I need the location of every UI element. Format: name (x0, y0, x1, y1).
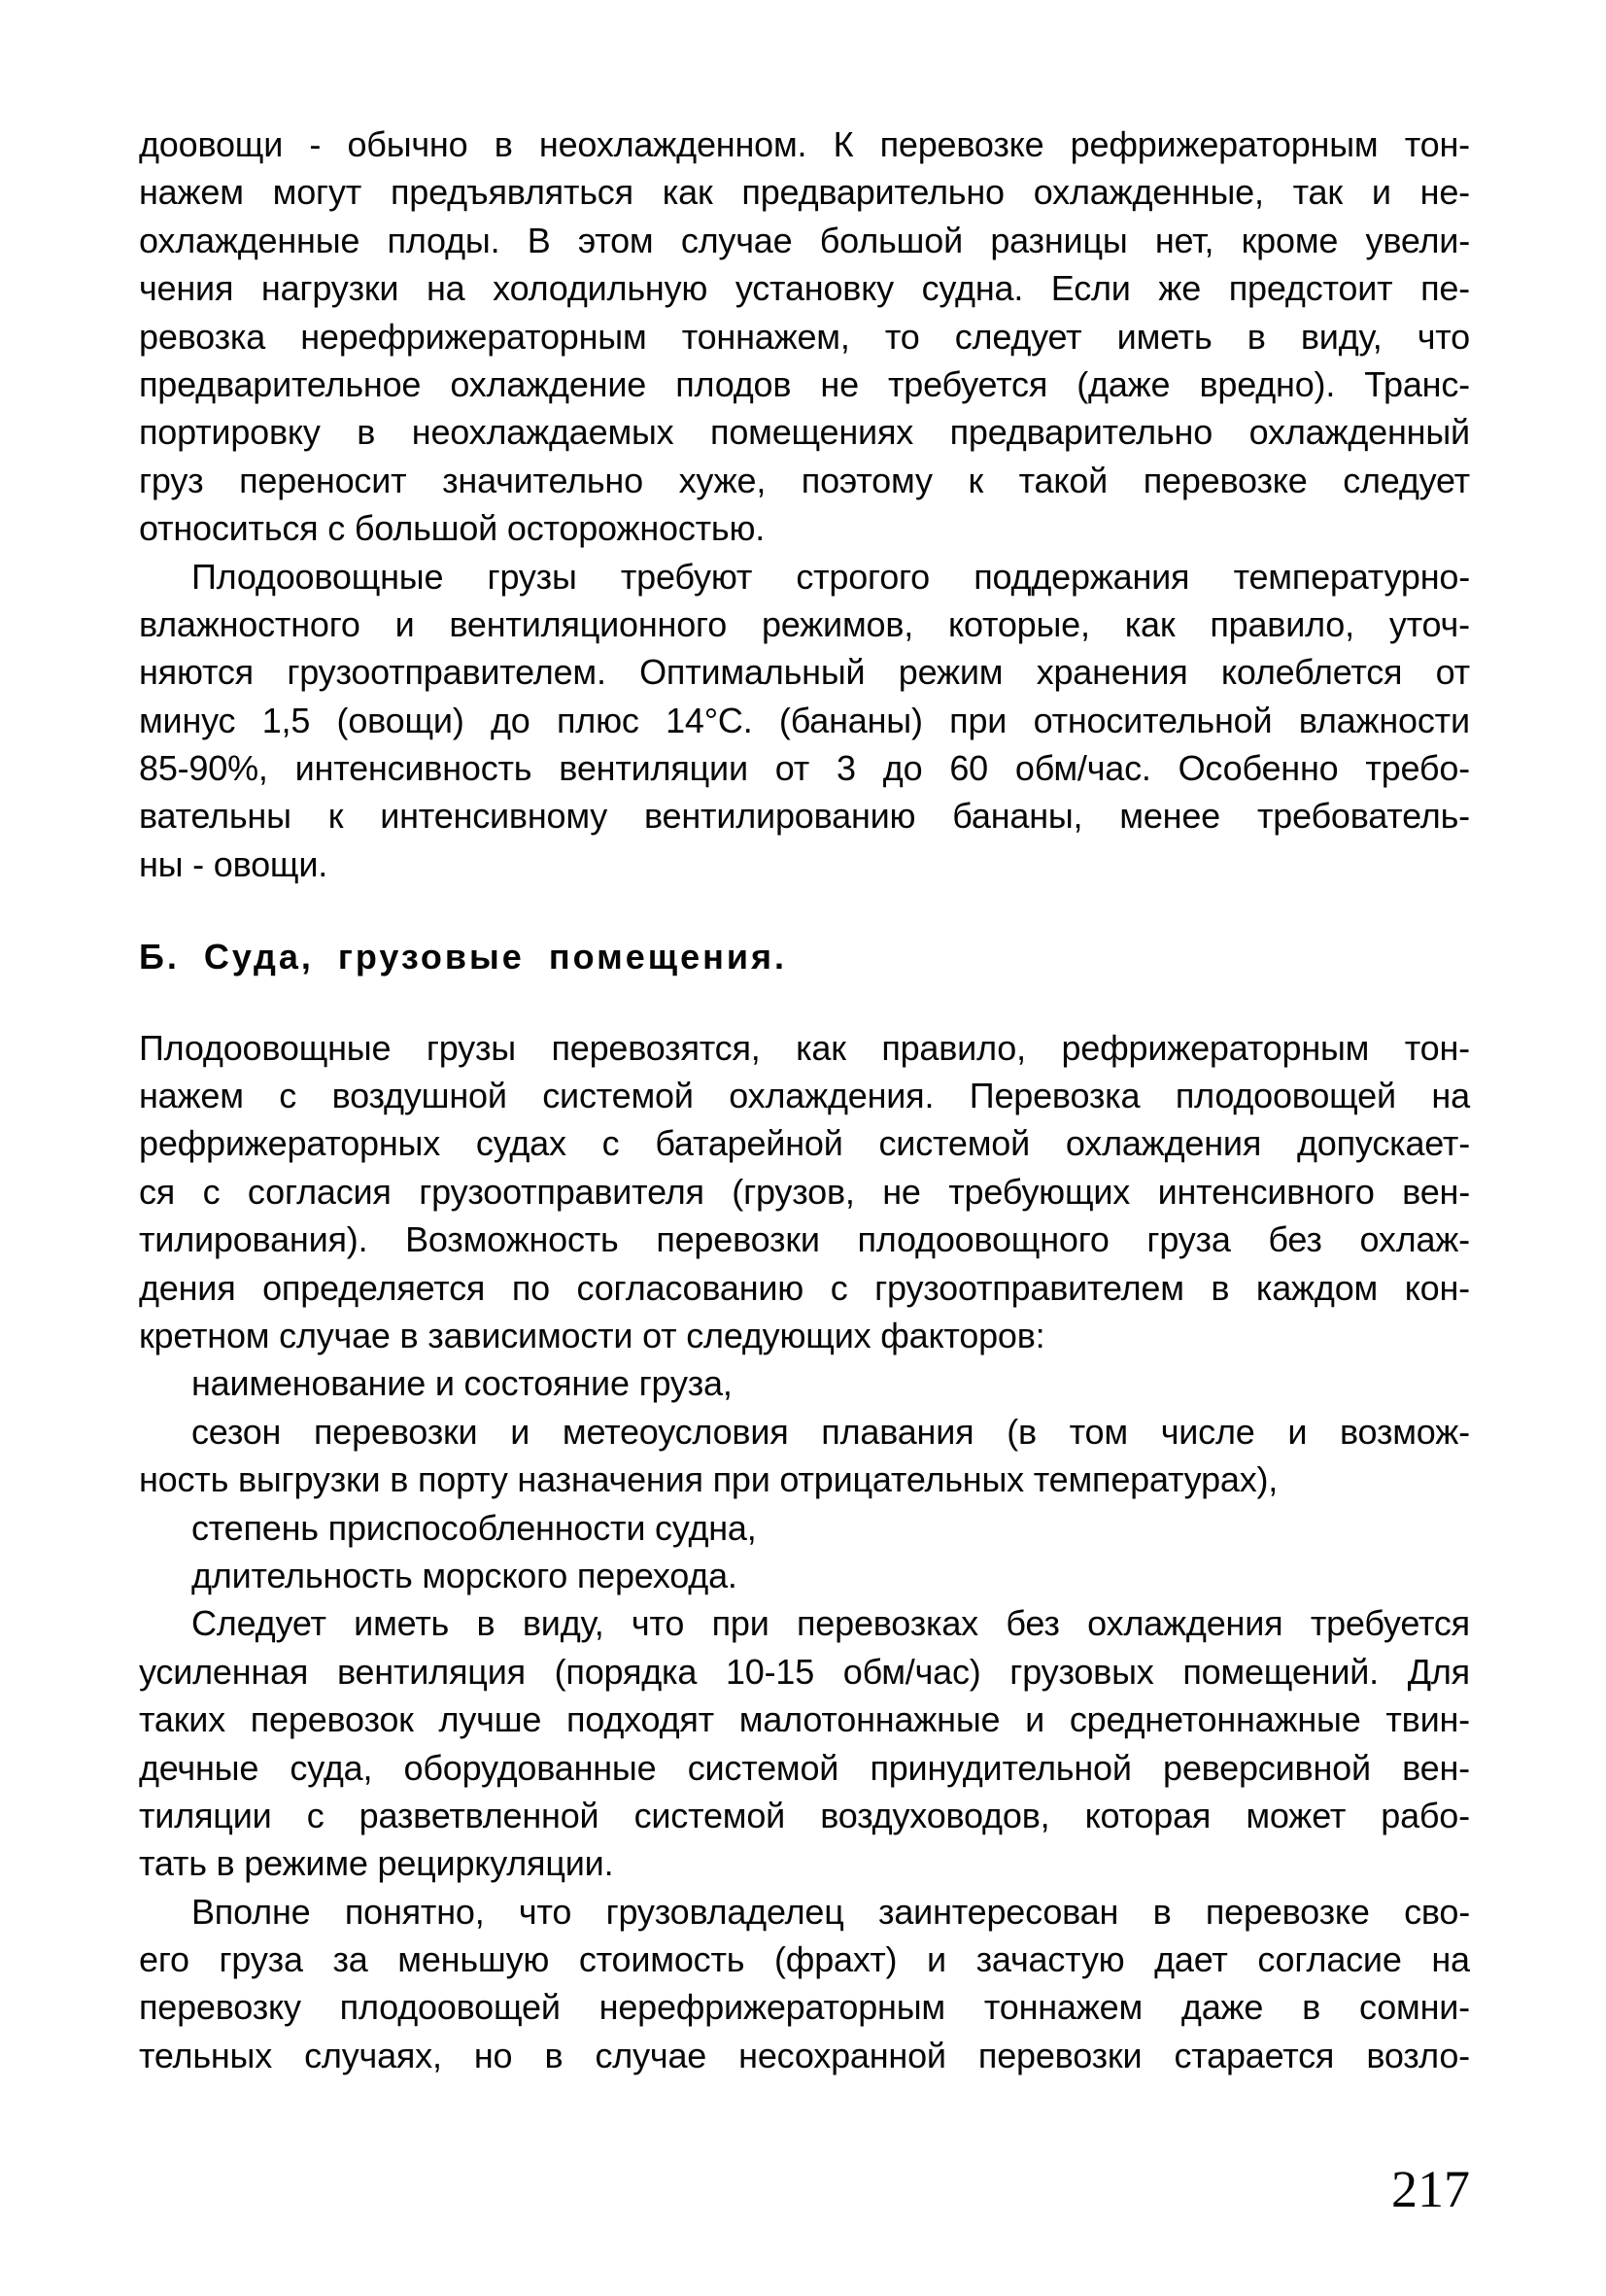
text-line: длительность морского перехода. (191, 1555, 737, 1595)
text-line: Вполне понятно, что грузовладелец заинтересован в перевозке сво- (191, 1891, 1470, 1932)
text-line: тать в режиме рециркуляции. (139, 1843, 614, 1884)
text-line: вательны к интенсивному вентилированию бананы, менее требователь- (139, 796, 1470, 837)
section-heading: Б. Суда, грузовые помещения. (139, 937, 788, 977)
text-line: груз переносит значительно хуже, поэтому к такой перевозке следует (139, 460, 1470, 500)
text-line: Плодоовощные грузы требуют строгого поддержания температурно- (191, 556, 1470, 597)
text-line: доовощи - обычно в неохлажденном. К перевозке рефрижераторным тон- (139, 124, 1470, 164)
text-line: рефрижераторных судах с батарейной системой охлаждения допускает- (139, 1123, 1470, 1164)
text-line: няются грузоотправителем. Оптимальный режим хранения колеблется от (139, 652, 1470, 693)
text-line: дения определяется по согласованию с грузоотправителем в каждом кон- (139, 1267, 1470, 1308)
paragraph (139, 1599, 1470, 1887)
text-line: чения нагрузки на холодильную установку судна. Если же предстоит пе- (139, 268, 1470, 309)
paragraph (139, 553, 1470, 889)
text-line: Плодоовощные грузы перевозятся, как правило, рефрижераторным тон- (139, 1027, 1470, 1068)
text-line: ся с согласия грузоотправителя (грузов, не требующих интенсивного вен- (139, 1171, 1470, 1212)
text-line: перевозку плодоовощей нерефрижераторным тоннажем даже в сомни- (139, 1987, 1470, 2028)
text-line: степень приспособленности судна, (191, 1507, 757, 1548)
text-line: его груза за меньшую стоимость (фрахт) и зачастую дает согласие на (139, 1939, 1470, 1980)
paragraph (139, 120, 1470, 553)
text-line: нажем с воздушной системой охлаждения. Перевозка плодоовощей на (139, 1076, 1470, 1116)
text-line: тельных случаях, но в случае несохранной перевозки старается возло- (139, 2035, 1470, 2075)
text-line: ны - овощи. (139, 843, 328, 884)
paragraph (139, 1024, 1470, 1360)
text-line: ревозка нерефрижераторным тоннажем, то следует иметь в виду, что (139, 316, 1470, 357)
paragraph (139, 1359, 1470, 1599)
text-line: относиться с большой осторожностью. (139, 508, 766, 549)
text-line: наименование и состояние груза, (191, 1363, 733, 1404)
text-line: 85-90%, интенсивность вентиляции от 3 до 60 обм/час. Особенно требо- (139, 748, 1470, 789)
text-line: усиленная вентиляция (порядка 10-15 обм/час) грузовых помещений. Для (139, 1651, 1470, 1692)
paragraph (139, 1888, 1470, 2080)
text-line: тиляции с разветвленной системой воздуховодов, которая может рабо- (139, 1795, 1470, 1835)
text-line: влажностного и вентиляционного режимов, которые, как правило, уточ- (139, 603, 1470, 644)
text-line: таких перевозок лучше подходят малотоннажные и среднетоннажные твин- (139, 1699, 1470, 1740)
text-line: портировку в неохлаждаемых помещениях предварительно охлажденный (139, 412, 1470, 453)
text-line: кретном случае в зависимости от следующих факторов: (139, 1315, 1045, 1355)
text-line: предварительное охлаждение плодов не требуется (даже вредно). Транс- (139, 363, 1470, 404)
page-number: 217 (1391, 2160, 1470, 2218)
text-line: дечные суда, оборудованные системой принудительной реверсивной вен- (139, 1747, 1470, 1788)
text-line: ность выгрузки в порту назначения при отрицательных температурах), (139, 1459, 1279, 1500)
text-column (139, 120, 1470, 2079)
text-line: минус 1,5 (овощи) до плюс 14°С. (бананы) при относительной влажности (139, 700, 1470, 740)
text-line: нажем могут предъявляться как предварительно охлажденные, так и не- (139, 172, 1470, 213)
text-line: охлажденные плоды. В этом случае большой разницы нет, кроме увели- (139, 220, 1470, 260)
text-line: тилирования). Возможность перевозки плодоовощного груза без охлаж- (139, 1219, 1470, 1260)
text-line: Следует иметь в виду, что при перевозках без охлаждения требуется (191, 1603, 1470, 1644)
text-line: сезон перевозки и метеоусловия плавания (в том числе и возмож- (191, 1411, 1470, 1452)
